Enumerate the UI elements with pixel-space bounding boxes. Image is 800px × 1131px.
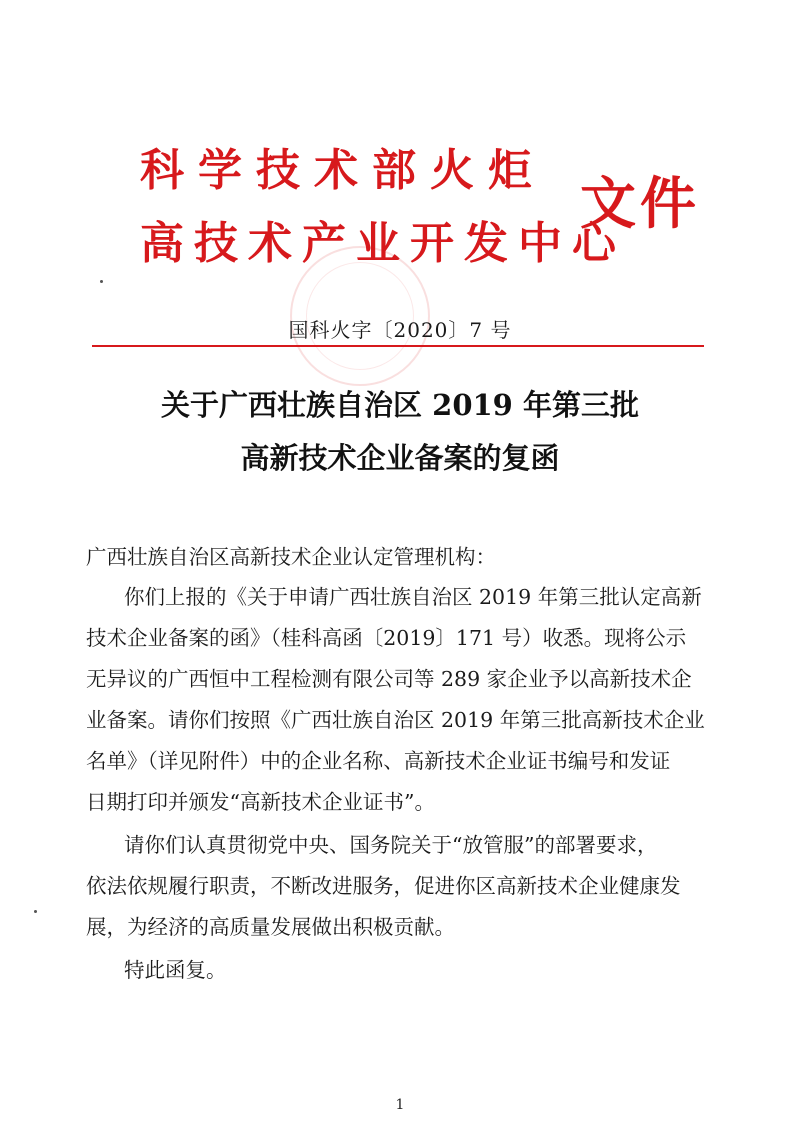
document-type-label: 文件 xyxy=(580,171,700,237)
paragraph-2-line: 请你们认真贯彻党中央、国务院关于“放管服”的部署要求， xyxy=(124,833,658,857)
document-title-line1: 关于广西壮族自治区 2019 年第三批 xyxy=(161,388,639,422)
paragraph-1-line: 业备案。请你们按照《广西壮族自治区 2019 年第三批高新技术企业 xyxy=(86,708,705,732)
paragraph-1-line: 你们上报的《关于申请广西壮族自治区 2019 年第三批认定高新 xyxy=(124,585,702,609)
scan-speck xyxy=(34,910,37,913)
salutation: 广西壮族自治区高新技术企业认定管理机构： xyxy=(86,545,496,569)
paragraph-1-line: 技术企业备案的函》（桂科高函〔2019〕171 号）收悉。现将公示 xyxy=(86,626,687,650)
document-title-line2: 高新技术企业备案的复函 xyxy=(240,441,560,475)
issuer-name-line1: 科学技术部火炬 xyxy=(140,145,546,196)
issuer-name-line2: 高技术产业开发中心 xyxy=(140,218,626,269)
red-separator-line xyxy=(92,345,704,347)
page-number: 1 xyxy=(395,1097,405,1113)
paragraph-1-line: 无异议的广西恒中工程检测有限公司等 289 家企业予以高新技术企 xyxy=(86,667,692,691)
scan-speck xyxy=(100,280,103,283)
paragraph-1-line: 日期打印并颁发“高新技术企业证书”。 xyxy=(86,790,435,814)
paragraph-1-line: 名单》（详见附件）中的企业名称、高新技术企业证书编号和发证 xyxy=(86,749,671,773)
paragraph-2-line: 依法依规履行职责，不断改进服务，促进你区高新技术企业健康发 xyxy=(86,874,681,898)
closing-line: 特此函复。 xyxy=(124,958,227,982)
document-number: 国科火字〔2020〕7 号 xyxy=(288,318,512,342)
paragraph-2-line: 展，为经济的高质量发展做出积极贡献。 xyxy=(86,915,455,939)
